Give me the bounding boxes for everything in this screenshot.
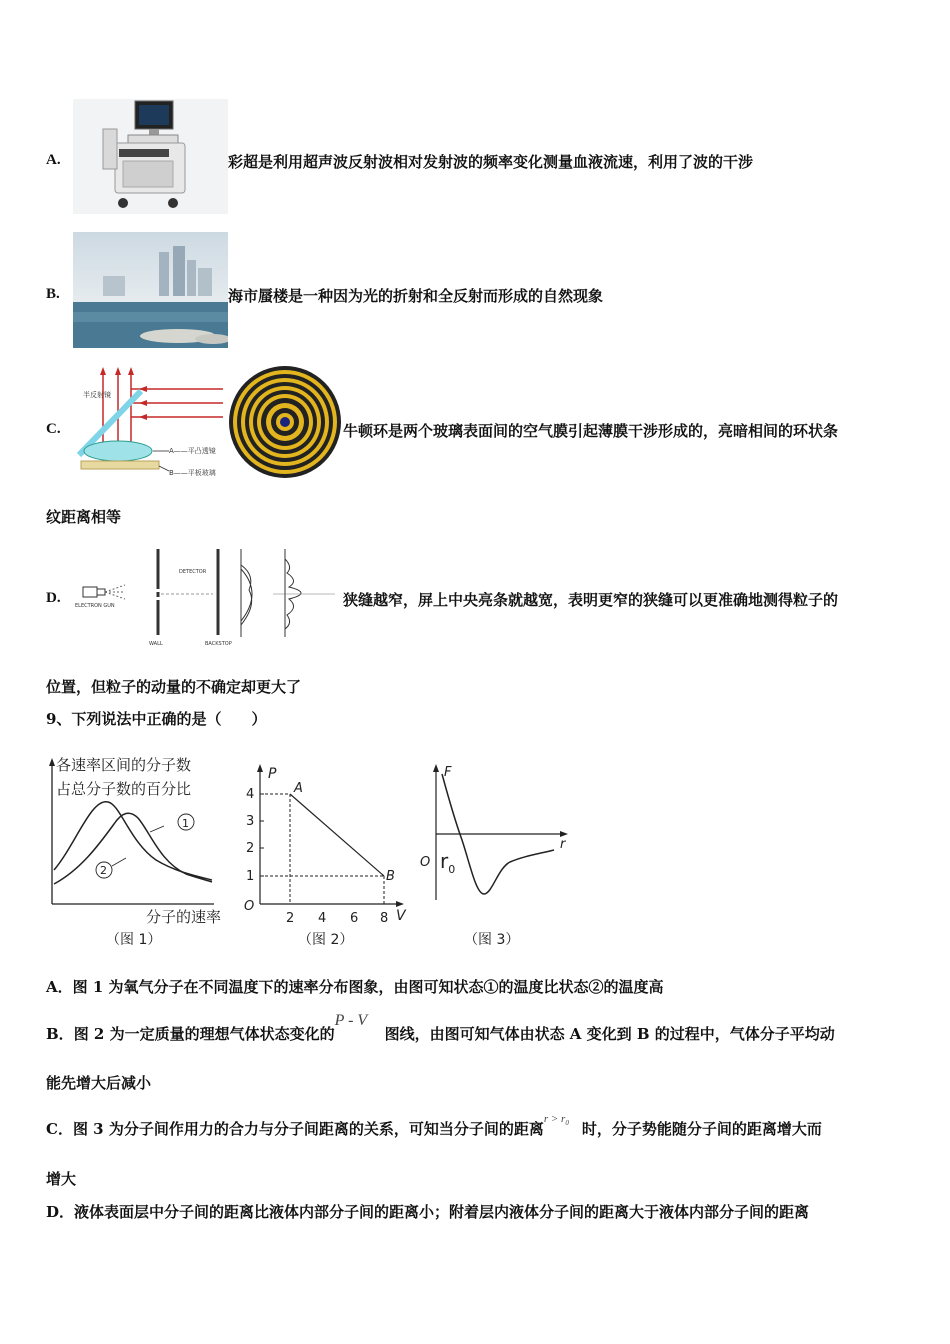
mirage-photo	[73, 232, 228, 348]
curve-1-label: 1	[182, 817, 189, 830]
option-d-text-continued: 位置，但粒子的动量的不确定却更大了	[46, 678, 302, 696]
fig3-origin: O	[420, 855, 431, 870]
q9-option-c-pre: 图 3 为分子间作用力的合力与分子间距离的关系，可知当分子间的距离	[72, 1120, 544, 1138]
option-d-text: 狭缝越窄，屏上中央亮条就越宽，表明更窄的狭缝可以更准确地测得粒子的	[343, 591, 839, 609]
xtick-6: 6	[350, 911, 359, 926]
gun-label: ELECTRON GUN	[75, 603, 115, 609]
option-b-label: B.	[46, 286, 60, 302]
q9-option-c-math-main: r > r	[543, 1113, 566, 1125]
fig2-caption: （图 2）	[298, 932, 354, 948]
point-a-label: A	[294, 781, 303, 796]
newton-rings-image	[228, 365, 342, 479]
q9-option-b	[46, 1012, 835, 1045]
q9-option-b-math: P - V	[334, 1012, 368, 1029]
question-9-stem: 9、下列说法中正确的是（ ）	[46, 710, 267, 728]
q9-option-c-continued: 增大	[46, 1170, 77, 1188]
q9-option-c-label: C．	[46, 1120, 73, 1138]
fig1-ylabel-line2: 占总分子数的百分比	[56, 780, 192, 798]
detector-label: DETECTOR	[179, 569, 207, 575]
xtick-4: 4	[318, 911, 327, 926]
q9-option-c-math-sub: 0	[565, 1119, 569, 1128]
ytick-2: 2	[246, 841, 255, 856]
fig1-ylabel-line1: 各速率区间的分子数	[56, 756, 192, 774]
electron-diffraction-diagram	[73, 545, 343, 653]
q9-option-a	[46, 977, 664, 997]
point-b-label: B	[386, 869, 395, 884]
wall-label: WALL	[149, 641, 163, 647]
backstop-label: BACKSTOP	[205, 641, 232, 647]
ytick-1: 1	[246, 869, 255, 884]
ytick-4: 4	[246, 787, 255, 802]
q9-option-b-pre: 图 2 为一定质量的理想气体状态变化的	[73, 1025, 335, 1043]
q9-option-a-text: 图 1 为氧气分子在不同温度下的速率分布图象，由图可知状态①的温度比状态②的温度高	[72, 978, 664, 996]
q9-option-d	[46, 1202, 809, 1222]
q9-option-d-text: 液体表面层中分子间的距离比液体内部分子间的距离小；附着层内液体分子间的距离大于液体内部分子间的距离	[74, 1203, 810, 1221]
fig2-origin: O	[244, 899, 255, 914]
fig1-caption: （图 1）	[106, 932, 162, 948]
figure-3-force-distance-graph	[414, 760, 574, 950]
fig2-xlabel: V	[396, 908, 406, 924]
lens-label: A——平凸透镜	[169, 447, 216, 455]
fig3-xlabel: r	[560, 837, 566, 852]
option-c-text-continued: 纹距离相等	[46, 508, 122, 526]
fig2-ylabel: P	[268, 766, 277, 782]
q9-option-b-continued: 能先增大后减小	[46, 1074, 152, 1092]
fig1-xlabel: 分子的速率	[146, 908, 222, 926]
r0-main: r	[440, 849, 449, 873]
option-c-label: C.	[46, 421, 61, 437]
q9-option-c-math	[544, 1109, 582, 1133]
r0-subscript: 0	[448, 863, 456, 876]
figure-1-speed-distribution	[46, 752, 226, 950]
q9-option-b-label: B．	[46, 1025, 74, 1043]
q9-option-c-post: 时，分子势能随分子间的距离增大而	[581, 1120, 822, 1138]
r0-label	[440, 849, 455, 876]
fig3-ylabel: F	[444, 765, 452, 780]
curve-2-label: 2	[100, 864, 107, 877]
option-a-text: 彩超是利用超声波反射波相对发射波的频率变化测量血液流速，利用了波的干涉	[228, 153, 754, 171]
q9-option-d-label: D．	[46, 1203, 75, 1221]
option-b-text: 海市蜃楼是一种因为光的折射和全反射而形成的自然现象	[228, 287, 604, 305]
ytick-3: 3	[246, 814, 255, 829]
option-a-label: A.	[46, 152, 61, 168]
fig3-caption: （图 3）	[464, 932, 520, 948]
option-c-text: 牛顿环是两个玻璃表面间的空气膜引起薄膜干涉形成的，亮暗相间的环状条	[343, 422, 839, 440]
newton-rings-setup-diagram	[73, 363, 228, 481]
q9-option-c	[46, 1113, 822, 1145]
xtick-2: 2	[286, 911, 295, 926]
ultrasound-machine-image	[73, 99, 228, 214]
figure-2-pv-graph	[238, 758, 410, 950]
plate-label: B——平板玻璃	[169, 469, 216, 477]
xtick-8: 8	[380, 911, 389, 926]
q9-option-a-label: A．	[46, 978, 73, 996]
mirror-label: 半反射镜	[83, 391, 111, 399]
option-d-label: D.	[46, 590, 61, 606]
q9-option-b-post: 图线，由图可知气体由状态 A 变化到 B 的过程中，气体分子平均动	[384, 1025, 835, 1043]
